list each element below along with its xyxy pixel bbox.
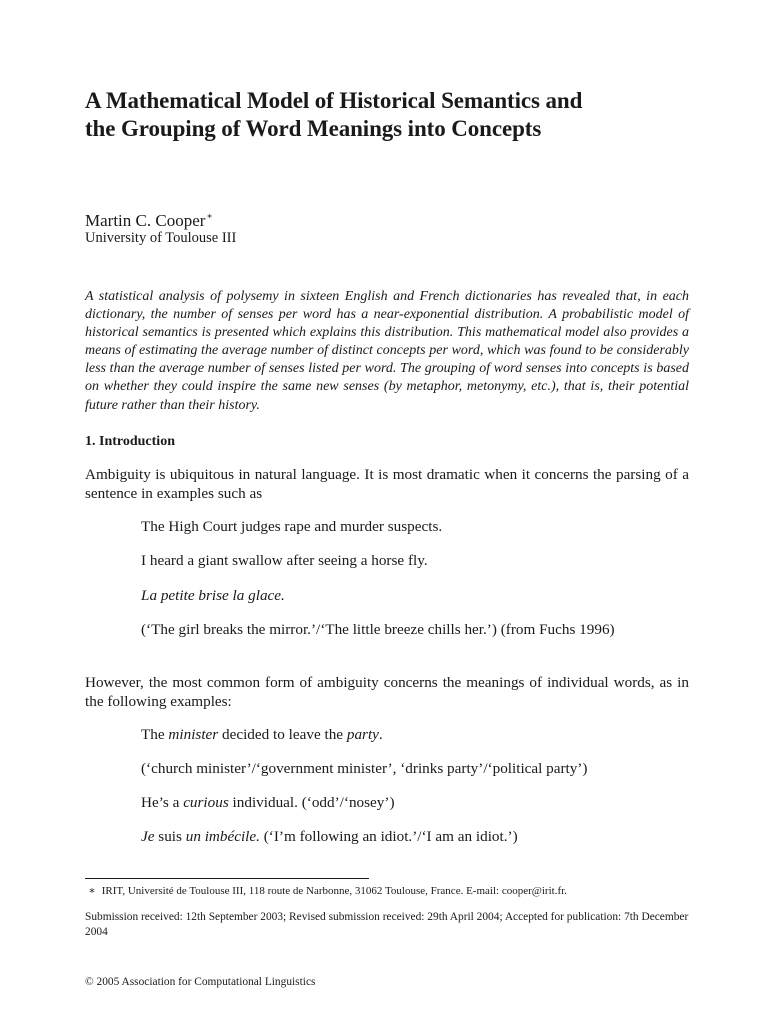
ex7-c: individual. (‘odd’/‘nosey’)	[228, 794, 395, 811]
ex5-c: decided to leave the	[218, 726, 347, 743]
intro-paragraph-1: Ambiguity is ubiquitous in natural language. It is most dramatic when it concerns the parsing of a sentence in examples such as	[85, 466, 689, 502]
ex5-a: The	[141, 726, 169, 743]
ex7-a: He’s a	[141, 794, 184, 811]
author-name	[85, 206, 213, 231]
example-translation: (‘The girl breaks the mirror.’/‘The little breeze chills her.’) (from Fuchs 1996)	[141, 621, 615, 638]
ex5-d: party	[346, 726, 379, 743]
intro-paragraph-2: However, the most common form of ambiguity concerns the meanings of individual words, as in the following examples:	[85, 674, 689, 710]
author-footnote-mark: ∗	[206, 211, 213, 221]
example-sentence-3: La petite brise la glace.	[141, 587, 285, 604]
footnote	[85, 884, 567, 898]
ex8-d: (‘I’m following an idiot.’/‘I am an idiot.’)	[259, 828, 518, 845]
example-sentence-2: I heard a giant swallow after seeing a horse fly.	[141, 552, 428, 569]
example-sentence-6	[141, 828, 661, 847]
ex8-b: suis	[154, 828, 186, 845]
footnote-text: IRIT, Université de Toulouse III, 118 route de Narbonne, 31062 Toulouse, France. E-mail: cooper@irit.fr.	[101, 885, 567, 897]
example-glosses: (‘church minister’/‘government minister’, ‘drinks party’/‘political party’)	[141, 760, 588, 777]
ex8-c: un imbécile.	[185, 828, 260, 845]
ex8-a: Je	[141, 828, 155, 845]
author-affiliation: University of Toulouse III	[85, 230, 237, 246]
paper-page	[85, 0, 689, 1024]
ex7-b: curious	[183, 794, 229, 811]
section-heading: 1. Introduction	[85, 434, 175, 449]
example-sentence-4	[141, 726, 661, 745]
footnote-rule	[85, 878, 369, 879]
submission-dates: Submission received: 12th September 2003; Revised submission received: 29th April 2004; Accepted for publication: 7th December 2004	[85, 911, 689, 938]
abstract: A statistical analysis of polysemy in sixteen English and French dictionaries has revealed that, in each dictionary, the number of senses per word has a near-exponential distribution. A probabilistic model of historical semantics is presented which explains this distribution. This mathematical model also provides a means of estimating the average number of distinct concepts per word, which was found to be considerably less than the average number of senses listed per word. The grouping of word senses into concepts is based on whether they could inspire the same new senses (by metaphor, metonymy, etc.), that is, their potential future rather than their history.	[85, 289, 689, 413]
footnote-mark: ∗	[88, 885, 96, 897]
paper-title: A Mathematical Model of Historical Semantics and the Grouping of Word Meanings into Concepts	[85, 88, 583, 141]
author-name-text: Martin C. Cooper	[85, 211, 206, 230]
ex5-b: minister	[168, 726, 219, 743]
example-sentence-5	[141, 794, 661, 813]
example-sentence-1: The High Court judges rape and murder suspects.	[141, 518, 443, 535]
ex5-e: .	[378, 726, 383, 743]
copyright-notice: © 2005 Association for Computational Linguistics	[85, 976, 316, 988]
